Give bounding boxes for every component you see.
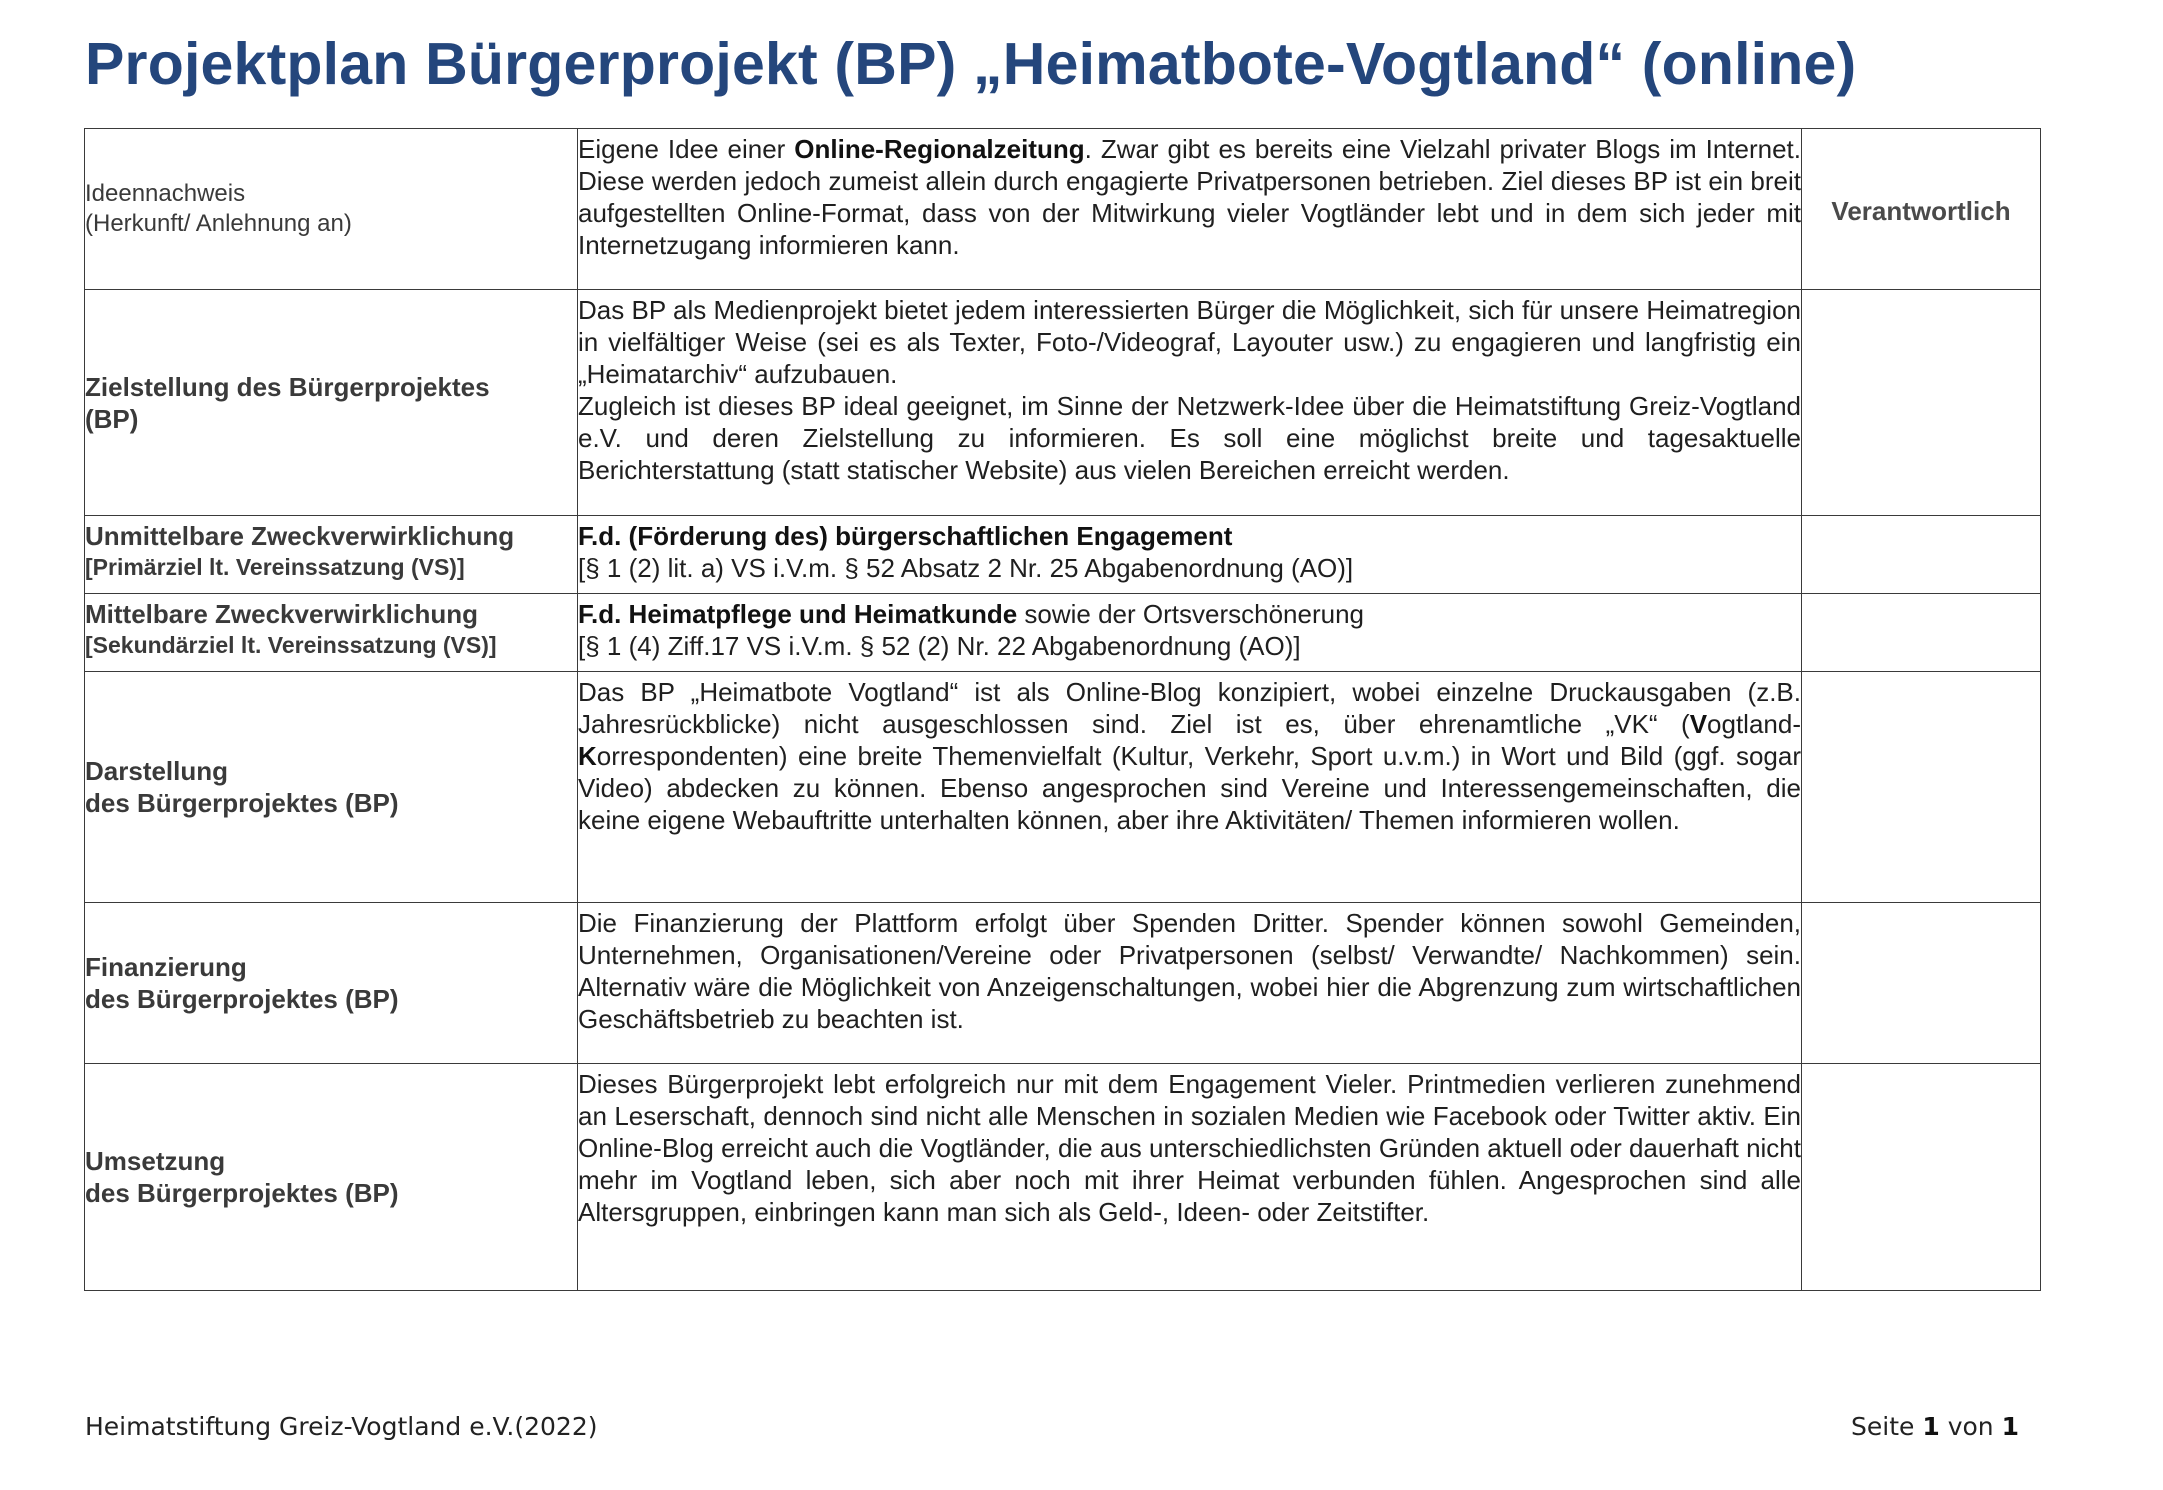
content-bold-text: K [578, 741, 597, 771]
row-content [578, 672, 1802, 903]
row-content [578, 129, 1802, 290]
project-plan-table [84, 128, 2041, 1291]
row-label [85, 672, 578, 903]
row-label [85, 1064, 578, 1291]
content-bold-text: Online-Regionalzeitung [794, 134, 1085, 164]
row-label [85, 129, 578, 290]
table-row-umsetzung [85, 1064, 2041, 1291]
table-row-unmittelbare-zweckverwirklichung [85, 516, 2041, 594]
row-content [578, 594, 1802, 672]
row-label-title: Ideennachweis [85, 180, 246, 207]
responsible-cell [1802, 516, 2041, 594]
content-paragraph: Die Finanzierung der Plattform erfolgt über Spenden Dritter. Spender können sowohl Gemeinden, Unternehmen, Organisationen/Vereine oder Privatpersonen (selbst/ Verwandte/ Nachkommen) sein. Alternativ wäre die Möglichkeit von Anzeigenschaltungen, wobei hier die Abgrenzung zum wirtschaftlichen Geschäftsbetrieb zu beachten ist. [578, 908, 1801, 1034]
row-label-subtitle: des Bürgerprojektes (BP) [85, 788, 399, 818]
content-paragraph: Zugleich ist dieses BP ideal geeignet, im Sinne der Netzwerk-Idee über die Heimatstiftung Greiz-Vogtland e.V. und deren Zielstellung zu informieren. Es soll eine möglichst breite und tagesaktuelle Berichterstattung (statt statischer Website) aus vielen Bereichen erreicht werden. [578, 391, 1801, 485]
content-bold-text: F.d. Heimatpflege und Heimatkunde [578, 599, 1018, 629]
content-text: [§ 1 (4) Ziff.17 VS i.V.m. § 52 (2) Nr. 22 Abgabenordnung (AO)] [578, 631, 1301, 661]
content-paragraph: Das BP als Medienprojekt bietet jedem interessierten Bürger die Möglichkeit, sich für unsere Heimatregion in vielfältiger Weise (sei es als Texter, Foto-/Videograf, Layouter usw.) zu engagieren und langfristig ein „Heimatarchiv“ aufzubauen. [578, 295, 1801, 389]
table-row-darstellung [85, 672, 2041, 903]
row-label-title: Finanzierung [85, 952, 247, 982]
row-label-title: Mittelbare Zweckverwirklichung [85, 599, 479, 629]
row-content [578, 516, 1802, 594]
table-row-finanzierung [85, 903, 2041, 1064]
page-of: von [1939, 1412, 2002, 1441]
content-bold-text: V [1689, 709, 1708, 739]
row-label-subtitle: des Bürgerprojektes (BP) [85, 984, 399, 1014]
responsible-cell [1802, 1064, 2041, 1291]
content-text: Eigene Idee einer [578, 134, 795, 164]
content-text: ogtland- [1707, 709, 1801, 739]
row-label-subtitle: [Sekundärziel lt. Vereinssatzung (VS)] [85, 632, 497, 658]
row-label-title: Zielstellung des Bürgerprojektes [85, 371, 490, 402]
page-title: Projektplan Bürgerprojekt (BP) „Heimatbote-Vogtland“ (online) [85, 31, 1857, 97]
content-text: . Zwar gibt es bereits eine Vielzahl privater Blogs im Internet. Diese werden jedoch zumeist allein durch engagierte Privatpersonen betrieben. Ziel dieses BP ist ein breit aufgestellten Online-Format, dass von der Mitwirkung vieler Vogtländer lebt und in dem sich jeder mit Internetzugang informieren kann. [578, 134, 1802, 260]
footer-page-number [1851, 1412, 2019, 1441]
row-label-subtitle: (BP) [85, 403, 139, 434]
page-word: Seite [1851, 1412, 1923, 1441]
row-label [85, 594, 578, 672]
row-label-title: Darstellung [85, 756, 229, 786]
row-label-subtitle: des Bürgerprojektes (BP) [85, 1178, 399, 1208]
responsible-cell [1802, 672, 2041, 903]
responsible-cell [1802, 290, 2041, 516]
row-label [85, 903, 578, 1064]
row-label [85, 290, 578, 516]
content-text: [§ 1 (2) lit. a) VS i.V.m. § 52 Absatz 2 Nr. 25 Abgabenordnung (AO)] [578, 553, 1354, 583]
responsible-header: Verantwortlich [1831, 195, 2011, 226]
content-text: orrespondenten) eine breite Themenvielfalt (Kultur, Verkehr, Sport u.v.m.) in Wort und Bild (ggf. sogar Video) abdecken zu können. Ebenso angesprochen sind Vereine und Interessengemeinschaften, die keine eigene Webauftritte unterhalten können, aber ihre Aktivitäten/ Themen informieren wollen. [578, 741, 1801, 835]
page-total: 1 [2001, 1412, 2019, 1441]
row-content [578, 1064, 1802, 1291]
row-label-subtitle: (Herkunft/ Anlehnung an) [85, 210, 352, 237]
footer-organization: Heimatstiftung Greiz-Vogtland e.V.(2022) [85, 1412, 598, 1441]
row-label-title: Unmittelbare Zweckverwirklichung [85, 521, 515, 551]
row-label-title: Umsetzung [85, 1146, 226, 1176]
responsible-cell [1802, 903, 2041, 1064]
table-row-mittelbare-zweckverwirklichung [85, 594, 2041, 672]
table-row-ideennachweis [85, 129, 2041, 290]
content-paragraph: Dieses Bürgerprojekt lebt erfolgreich nur mit dem Engagement Vieler. Printmedien verlieren zunehmend an Leserschaft, dennoch sind nicht alle Menschen in sozialen Medien wie Facebook oder Twitter aktiv. Ein Online-Blog erreicht auch die Vogtländer, die aus unterschiedlichsten Gründen aktuell oder dauerhaft nicht mehr im Vogtland leben, sich aber noch mit ihrer Heimat verbunden fühlen. Angesprochen sind alle Altersgruppen, einbringen kann man sich als Geld-, Ideen- oder Zeitstifter. [578, 1069, 1801, 1227]
responsible-cell [1802, 594, 2041, 672]
content-text: Das BP „Heimatbote Vogtland“ ist als Online-Blog konzipiert, wobei einzelne Druckausgaben (z.B. Jahresrückblicke) nicht ausgeschlossen sind. Ziel ist es, über ehrenamtliche „VK“ ( [578, 677, 1801, 739]
table-row-zielstellung [85, 290, 2041, 516]
content-bold-text: F.d. (Förderung des) bürgerschaftlichen Engagement [578, 521, 1233, 551]
responsible-cell [1802, 129, 2041, 290]
row-label-subtitle: [Primärziel lt. Vereinssatzung (VS)] [85, 554, 465, 580]
content-text: sowie der Ortsverschönerung [1017, 599, 1364, 629]
row-label [85, 516, 578, 594]
row-content [578, 903, 1802, 1064]
row-content [578, 290, 1802, 516]
page-current: 1 [1922, 1412, 1940, 1441]
